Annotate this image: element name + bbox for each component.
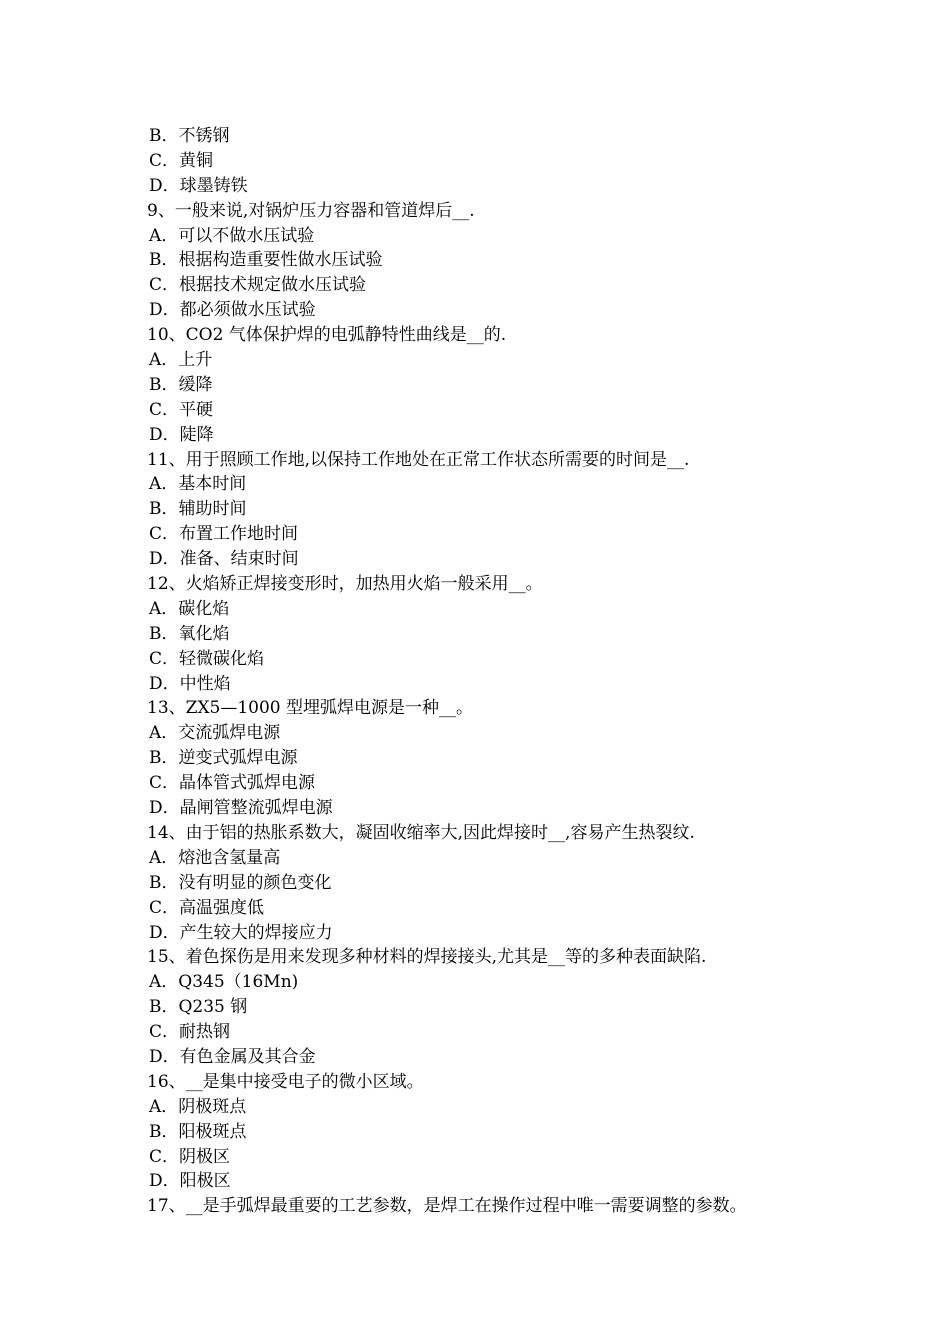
answer-option: D．陡降	[149, 424, 214, 445]
answer-option: D．都必须做水压试验	[149, 300, 316, 321]
answer-option: A．阴极斑点	[149, 1096, 247, 1117]
answer-option: A．Q345（16Mn)	[149, 972, 299, 993]
question-list	[147, 124, 847, 1219]
answer-option: D．晶闸管整流弧焊电源	[149, 798, 333, 819]
answer-option: C．耐热钢	[149, 1022, 231, 1043]
question-text: 12、火焰矫正焊接变形时，加热用火焰一般采用__。	[147, 574, 543, 595]
question-text: 14、由于铝的热胀系数大，凝固收缩率大,因此焊接时__,容易产生热裂纹.	[147, 822, 695, 843]
answer-option: D．产生较大的焊接应力	[149, 922, 333, 943]
answer-option: D．中性焰	[149, 673, 231, 694]
answer-option: B．氧化焰	[149, 623, 230, 644]
answer-option: D．有色金属及其合金	[149, 1046, 316, 1067]
answer-option: C．布置工作地时间	[149, 524, 299, 545]
question-text: 15、着色探伤是用来发现多种材料的焊接接头,尤其是__等的多种表面缺陷.	[147, 947, 707, 968]
answer-option: A．上升	[149, 350, 213, 371]
answer-option: B．阳极斑点	[149, 1121, 247, 1142]
question-text: 13、ZX5—1000 型埋弧焊电源是一种__。	[147, 698, 474, 719]
answer-option: C．黄铜	[149, 150, 214, 171]
answer-option: C．平硬	[149, 399, 214, 420]
answer-option: B．没有明显的颜色变化	[149, 872, 332, 893]
answer-option: A．可以不做水压试验	[149, 225, 315, 246]
answer-option: C．根据技术规定做水压试验	[149, 275, 367, 296]
answer-option: C．晶体管式弧焊电源	[149, 773, 316, 794]
question-text: 10、CO2 气体保护焊的电弧静特性曲线是__的.	[147, 325, 507, 346]
answer-option: A．碳化焰	[149, 598, 230, 619]
answer-option: D．球墨铸铁	[149, 175, 248, 196]
question-text: 17、__是手弧焊最重要的工艺参数，是焊工在操作过程中唯一需要调整的参数。	[147, 1196, 747, 1217]
answer-option: C．轻微碳化焰	[149, 648, 265, 669]
answer-option: A．基本时间	[149, 474, 247, 495]
answer-option: C．阴极区	[149, 1146, 231, 1167]
answer-option: B．Q235 钢	[149, 997, 248, 1018]
answer-option: B．缓降	[149, 374, 213, 395]
answer-option: D．阳极区	[149, 1171, 231, 1192]
answer-option: B．不锈钢	[149, 126, 230, 146]
question-text: 16、__是集中接受电子的微小区域。	[147, 1071, 424, 1092]
answer-option: A．交流弧焊电源	[149, 723, 281, 744]
answer-option: C．高温强度低	[149, 897, 265, 918]
question-text: 11、用于照顾工作地,以保持工作地处在正常工作状态所需要的时间是__.	[147, 449, 690, 470]
answer-option: B．辅助时间	[149, 499, 247, 520]
answer-option: B．根据构造重要性做水压试验	[149, 250, 383, 271]
answer-option: B．逆变式弧焊电源	[149, 748, 298, 769]
answer-option: A．熔池含氢量高	[149, 847, 281, 868]
question-text: 9、一般来说,对锅炉压力容器和管道焊后__.	[147, 200, 475, 221]
answer-option: D．准备、结束时间	[149, 549, 299, 570]
